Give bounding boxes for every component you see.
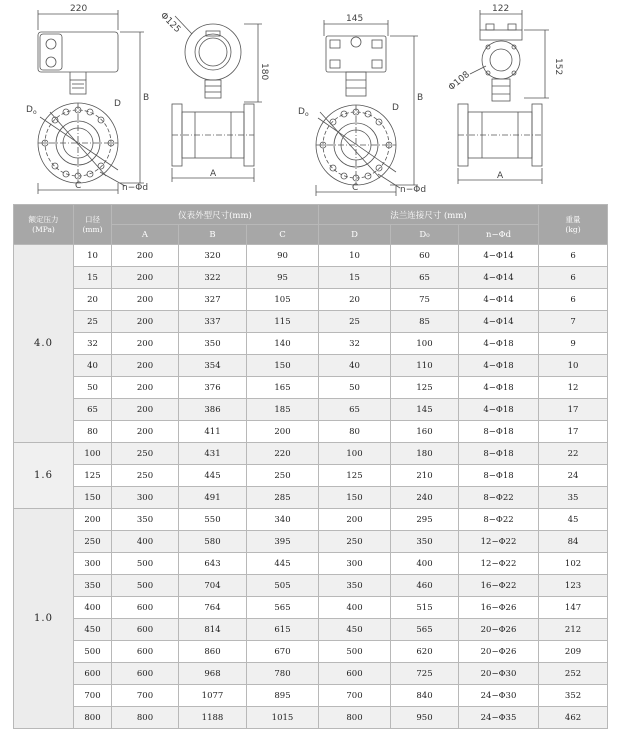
figure-1-integral-side-view — [38, 10, 144, 194]
bore-cell: 15 — [74, 267, 112, 289]
dim-a-cell: 200 — [112, 333, 179, 355]
dim-c-cell: 445 — [247, 553, 319, 575]
weight-cell: 22 — [539, 443, 608, 465]
dim-a-cell: 350 — [112, 509, 179, 531]
bore-cell: 80 — [74, 421, 112, 443]
dim-152-label: 152 — [553, 58, 563, 76]
flange-do-cell: 145 — [391, 399, 459, 421]
weight-cell: 462 — [539, 707, 608, 729]
weight-cell: 212 — [539, 619, 608, 641]
flange-do-cell: 840 — [391, 685, 459, 707]
label-nphid-fig3: n−Φd — [400, 185, 427, 195]
bore-cell: 25 — [74, 311, 112, 333]
flange-holes-cell: 8−Φ22 — [459, 487, 539, 509]
flange-holes-cell: 4−Φ14 — [459, 245, 539, 267]
dim-c-cell: 1015 — [247, 707, 319, 729]
dim-c-cell: 780 — [247, 663, 319, 685]
flange-do-cell: 85 — [391, 311, 459, 333]
table-row — [14, 355, 608, 377]
header-flange-dimensions: 法兰连接尺寸 (mm) — [319, 205, 539, 225]
dim-phi125-label: Φ125 — [157, 10, 183, 36]
dim-b-cell: 376 — [179, 377, 247, 399]
dim-c-cell: 565 — [247, 597, 319, 619]
dim-b-cell: 860 — [179, 641, 247, 663]
table-row — [14, 289, 608, 311]
flange-d-cell: 300 — [319, 553, 391, 575]
dim-b-cell: 550 — [179, 509, 247, 531]
dim-a-cell: 200 — [112, 311, 179, 333]
flange-holes-cell: 4−Φ14 — [459, 289, 539, 311]
flange-holes-cell: 16−Φ22 — [459, 575, 539, 597]
bore-cell: 100 — [74, 443, 112, 465]
flange-d-cell: 600 — [319, 663, 391, 685]
dim-a-cell: 200 — [112, 377, 179, 399]
weight-cell: 7 — [539, 311, 608, 333]
technical-drawings — [0, 0, 620, 200]
label-b-fig3: B — [417, 93, 424, 103]
flange-do-cell: 125 — [391, 377, 459, 399]
table-row — [14, 509, 608, 531]
flange-do-cell: 515 — [391, 597, 459, 619]
dim-a-cell: 600 — [112, 597, 179, 619]
bore-cell: 400 — [74, 597, 112, 619]
table-row — [14, 707, 608, 729]
weight-cell: 10 — [539, 355, 608, 377]
dim-a-cell: 600 — [112, 663, 179, 685]
table-row — [14, 267, 608, 289]
weight-cell: 84 — [539, 531, 608, 553]
dim-b-cell: 968 — [179, 663, 247, 685]
table-row — [14, 421, 608, 443]
bore-cell: 150 — [74, 487, 112, 509]
flange-do-cell: 620 — [391, 641, 459, 663]
weight-cell: 6 — [539, 267, 608, 289]
dim-b-cell: 491 — [179, 487, 247, 509]
flange-do-cell: 210 — [391, 465, 459, 487]
dim-b-cell: 350 — [179, 333, 247, 355]
header-pressure: 额定压力 (MPa) — [14, 205, 74, 245]
flange-d-cell: 250 — [319, 531, 391, 553]
bore-cell: 40 — [74, 355, 112, 377]
flange-holes-cell: 4−Φ18 — [459, 333, 539, 355]
label-a-fig4: A — [497, 171, 504, 181]
table-row — [14, 663, 608, 685]
header-col-b: B — [179, 225, 247, 245]
weight-cell: 252 — [539, 663, 608, 685]
table-row — [14, 553, 608, 575]
dimension-spec-table — [13, 204, 608, 729]
dim-a-cell: 200 — [112, 421, 179, 443]
dim-a-cell: 200 — [112, 399, 179, 421]
flange-d-cell: 80 — [319, 421, 391, 443]
table-row — [14, 465, 608, 487]
weight-cell: 17 — [539, 399, 608, 421]
label-d-fig3: D — [392, 103, 399, 113]
dim-c-cell: 285 — [247, 487, 319, 509]
flange-do-cell: 460 — [391, 575, 459, 597]
flange-d-cell: 65 — [319, 399, 391, 421]
flange-holes-cell: 8−Φ18 — [459, 443, 539, 465]
dim-a-cell: 700 — [112, 685, 179, 707]
dim-a-cell: 200 — [112, 245, 179, 267]
header-col-c: C — [247, 225, 319, 245]
flange-holes-cell: 4−Φ14 — [459, 311, 539, 333]
flange-holes-cell: 20−Φ30 — [459, 663, 539, 685]
dim-phi108-label: Φ108 — [446, 69, 472, 94]
flange-holes-cell: 20−Φ26 — [459, 619, 539, 641]
flange-holes-cell: 16−Φ26 — [459, 597, 539, 619]
flange-d-cell: 40 — [319, 355, 391, 377]
flange-d-cell: 100 — [319, 443, 391, 465]
weight-cell: 24 — [539, 465, 608, 487]
bore-cell: 20 — [74, 289, 112, 311]
weight-cell: 352 — [539, 685, 608, 707]
flange-d-cell: 15 — [319, 267, 391, 289]
dim-a-cell: 250 — [112, 443, 179, 465]
flange-d-cell: 200 — [319, 509, 391, 531]
dim-b-cell: 327 — [179, 289, 247, 311]
flange-d-cell: 32 — [319, 333, 391, 355]
weight-cell: 209 — [539, 641, 608, 663]
flange-do-cell: 400 — [391, 553, 459, 575]
header-col-nphid: n−Φd — [459, 225, 539, 245]
dim-c-cell: 220 — [247, 443, 319, 465]
bore-cell: 300 — [74, 553, 112, 575]
dim-c-cell: 200 — [247, 421, 319, 443]
label-do-fig3: $D_o$ — [298, 107, 309, 118]
header-weight: 重量 (kg) — [539, 205, 608, 245]
bore-cell: 450 — [74, 619, 112, 641]
weight-cell: 12 — [539, 377, 608, 399]
flange-holes-cell: 24−Φ30 — [459, 685, 539, 707]
weight-cell: 102 — [539, 553, 608, 575]
flange-do-cell: 110 — [391, 355, 459, 377]
bore-cell: 350 — [74, 575, 112, 597]
dim-b-cell: 764 — [179, 597, 247, 619]
dim-b-cell: 1077 — [179, 685, 247, 707]
header-meter-dimensions: 仪表外型尺寸(mm) — [112, 205, 319, 225]
label-d-fig1: D — [114, 99, 121, 109]
flange-do-cell: 180 — [391, 443, 459, 465]
label-nphid-fig1: n−Φd — [122, 183, 149, 193]
table-row — [14, 531, 608, 553]
dim-c-cell: 150 — [247, 355, 319, 377]
bore-cell: 50 — [74, 377, 112, 399]
weight-cell: 9 — [539, 333, 608, 355]
flange-d-cell: 25 — [319, 311, 391, 333]
weight-cell: 17 — [539, 421, 608, 443]
table-row — [14, 685, 608, 707]
table-row — [14, 377, 608, 399]
table-row — [14, 399, 608, 421]
dim-b-cell: 1188 — [179, 707, 247, 729]
bore-cell: 32 — [74, 333, 112, 355]
label-c-fig1: C — [75, 181, 82, 191]
pressure-cell: 1.6 — [14, 443, 74, 509]
flange-d-cell: 700 — [319, 685, 391, 707]
table-row — [14, 245, 608, 267]
bore-cell: 800 — [74, 707, 112, 729]
flange-d-cell: 500 — [319, 641, 391, 663]
flange-do-cell: 725 — [391, 663, 459, 685]
dim-b-cell: 704 — [179, 575, 247, 597]
label-do-fig1: $D_o$ — [26, 105, 37, 116]
weight-cell: 45 — [539, 509, 608, 531]
table-row — [14, 333, 608, 355]
flange-d-cell: 150 — [319, 487, 391, 509]
flange-d-cell: 20 — [319, 289, 391, 311]
bore-cell: 700 — [74, 685, 112, 707]
dim-c-cell: 505 — [247, 575, 319, 597]
dim-c-cell: 340 — [247, 509, 319, 531]
figure-3-remote-side-view — [316, 20, 418, 196]
flange-d-cell: 10 — [319, 245, 391, 267]
flange-holes-cell: 20−Φ26 — [459, 641, 539, 663]
bore-cell: 500 — [74, 641, 112, 663]
flange-holes-cell: 12−Φ22 — [459, 531, 539, 553]
table-row — [14, 619, 608, 641]
table-row — [14, 443, 608, 465]
dim-a-cell: 200 — [112, 355, 179, 377]
dim-a-cell: 300 — [112, 487, 179, 509]
flange-do-cell: 75 — [391, 289, 459, 311]
dim-c-cell: 95 — [247, 267, 319, 289]
dim-a-cell: 500 — [112, 575, 179, 597]
header-bore: 口径 (mm) — [74, 205, 112, 245]
flange-d-cell: 125 — [319, 465, 391, 487]
label-a-fig2: A — [210, 169, 217, 179]
dim-b-cell: 386 — [179, 399, 247, 421]
dim-180-label: 180 — [259, 63, 269, 81]
dim-a-cell: 200 — [112, 289, 179, 311]
pressure-cell: 4.0 — [14, 245, 74, 443]
dim-220-label: 220 — [70, 4, 88, 14]
dim-a-cell: 600 — [112, 619, 179, 641]
table-row — [14, 311, 608, 333]
dim-c-cell: 615 — [247, 619, 319, 641]
dim-c-cell: 185 — [247, 399, 319, 421]
flange-d-cell: 400 — [319, 597, 391, 619]
dim-c-cell: 670 — [247, 641, 319, 663]
dim-b-cell: 445 — [179, 465, 247, 487]
pressure-cell: 1.0 — [14, 509, 74, 729]
figure-4-remote-front-view — [458, 10, 549, 184]
dim-c-cell: 895 — [247, 685, 319, 707]
label-c-fig3: C — [352, 183, 359, 193]
table-row — [14, 641, 608, 663]
bore-cell: 10 — [74, 245, 112, 267]
bore-cell: 125 — [74, 465, 112, 487]
flange-holes-cell: 8−Φ22 — [459, 509, 539, 531]
bore-cell: 200 — [74, 509, 112, 531]
flange-holes-cell: 4−Φ18 — [459, 355, 539, 377]
header-col-do: D₀ — [391, 225, 459, 245]
dim-a-cell: 200 — [112, 267, 179, 289]
dim-b-cell: 431 — [179, 443, 247, 465]
flange-do-cell: 60 — [391, 245, 459, 267]
flange-holes-cell: 12−Φ22 — [459, 553, 539, 575]
dim-a-cell: 500 — [112, 553, 179, 575]
dim-a-cell: 800 — [112, 707, 179, 729]
dim-a-cell: 250 — [112, 465, 179, 487]
figure-2-integral-front-view — [172, 16, 262, 182]
flange-holes-cell: 4−Φ18 — [459, 377, 539, 399]
dim-a-cell: 600 — [112, 641, 179, 663]
bore-cell: 600 — [74, 663, 112, 685]
flange-d-cell: 450 — [319, 619, 391, 641]
flange-d-cell: 50 — [319, 377, 391, 399]
table-row — [14, 487, 608, 509]
flange-holes-cell: 8−Φ18 — [459, 421, 539, 443]
flange-holes-cell: 8−Φ18 — [459, 465, 539, 487]
flange-holes-cell: 4−Φ14 — [459, 267, 539, 289]
label-b-fig1: B — [143, 93, 150, 103]
dim-c-cell: 395 — [247, 531, 319, 553]
dim-c-cell: 90 — [247, 245, 319, 267]
bore-cell: 65 — [74, 399, 112, 421]
weight-cell: 123 — [539, 575, 608, 597]
dim-b-cell: 320 — [179, 245, 247, 267]
weight-cell: 6 — [539, 245, 608, 267]
flange-do-cell: 350 — [391, 531, 459, 553]
dim-b-cell: 354 — [179, 355, 247, 377]
dim-b-cell: 322 — [179, 267, 247, 289]
dim-c-cell: 165 — [247, 377, 319, 399]
dim-b-cell: 337 — [179, 311, 247, 333]
dim-b-cell: 411 — [179, 421, 247, 443]
dim-c-cell: 115 — [247, 311, 319, 333]
dim-c-cell: 250 — [247, 465, 319, 487]
flange-do-cell: 950 — [391, 707, 459, 729]
table-row — [14, 575, 608, 597]
header-col-a: A — [112, 225, 179, 245]
dim-c-cell: 140 — [247, 333, 319, 355]
flange-d-cell: 350 — [319, 575, 391, 597]
dim-b-cell: 643 — [179, 553, 247, 575]
dim-145-label: 145 — [346, 14, 364, 24]
dim-b-cell: 814 — [179, 619, 247, 641]
flange-do-cell: 240 — [391, 487, 459, 509]
weight-cell: 147 — [539, 597, 608, 619]
dim-122-label: 122 — [492, 4, 510, 14]
flange-holes-cell: 4−Φ18 — [459, 399, 539, 421]
weight-cell: 35 — [539, 487, 608, 509]
dim-a-cell: 400 — [112, 531, 179, 553]
header-col-d: D — [319, 225, 391, 245]
flange-d-cell: 800 — [319, 707, 391, 729]
weight-cell: 6 — [539, 289, 608, 311]
flange-do-cell: 295 — [391, 509, 459, 531]
bore-cell: 250 — [74, 531, 112, 553]
dim-b-cell: 580 — [179, 531, 247, 553]
dim-c-cell: 105 — [247, 289, 319, 311]
flange-do-cell: 100 — [391, 333, 459, 355]
flange-do-cell: 65 — [391, 267, 459, 289]
flange-holes-cell: 24−Φ35 — [459, 707, 539, 729]
table-row — [14, 597, 608, 619]
flange-do-cell: 565 — [391, 619, 459, 641]
flange-do-cell: 160 — [391, 421, 459, 443]
table-body — [14, 245, 608, 729]
